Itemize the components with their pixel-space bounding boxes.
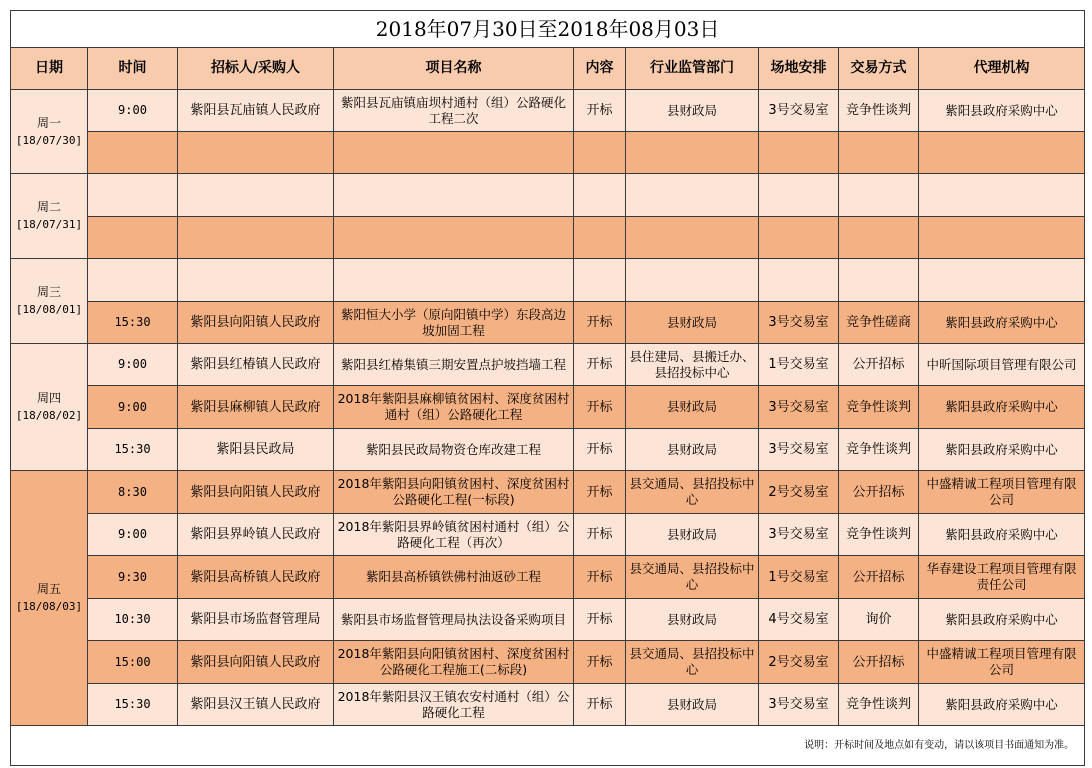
regulator-cell: 县交通局、县招投标中心 (626, 641, 759, 684)
date-label: [18/08/02] (15, 409, 83, 422)
agency-cell: 紫阳县政府采购中心 (919, 684, 1085, 726)
time-cell: 9:00 (88, 90, 178, 132)
purchaser-cell: 紫阳县市场监督管理局 (178, 599, 334, 641)
day-label: 周三 (36, 285, 61, 299)
purchaser-cell: 紫阳县向阳镇人民政府 (178, 471, 334, 514)
purchaser-cell: 紫阳县红椿镇人民政府 (178, 344, 334, 386)
time-cell: 15:30 (88, 684, 178, 726)
agency-cell (919, 132, 1085, 174)
time-cell: 9:00 (88, 344, 178, 386)
content-cell: 开标 (574, 556, 626, 599)
agency-cell: 紫阳县政府采购中心 (919, 386, 1085, 429)
header-time: 时间 (88, 48, 178, 90)
project-cell: 2018年紫阳县向阳镇贫困村、深度贫困村公路硬化工程(一标段) (334, 471, 574, 514)
purchaser-cell (178, 259, 334, 302)
purchaser-cell: 紫阳县麻柳镇人民政府 (178, 386, 334, 429)
date-cell-thursday (11, 344, 88, 471)
purchaser-cell: 紫阳县汉王镇人民政府 (178, 684, 334, 726)
header-method: 交易方式 (839, 48, 919, 90)
agency-cell: 中盛精诚工程项目管理有限公司 (919, 641, 1085, 684)
method-cell: 竞争性谈判 (839, 684, 919, 726)
project-cell: 2018年紫阳县向阳镇贫困村、深度贫困村公路硬化工程施工(二标段) (334, 641, 574, 684)
content-cell (574, 174, 626, 217)
content-cell: 开标 (574, 302, 626, 344)
schedule-sheet (10, 10, 1084, 758)
venue-cell: 3号交易室 (759, 386, 839, 429)
venue-cell: 2号交易室 (759, 641, 839, 684)
regulator-cell: 县财政局 (626, 90, 759, 132)
content-cell: 开标 (574, 514, 626, 556)
table-row (11, 556, 1085, 599)
time-cell: 8:30 (88, 471, 178, 514)
method-cell: 竞争性谈判 (839, 386, 919, 429)
purchaser-cell: 紫阳县高桥镇人民政府 (178, 556, 334, 599)
regulator-cell: 县财政局 (626, 386, 759, 429)
table-row (11, 302, 1085, 344)
agency-cell: 紫阳县政府采购中心 (919, 429, 1085, 471)
date-label: [18/07/30] (15, 133, 83, 147)
table-row (11, 471, 1085, 514)
day-label: 周一 (36, 115, 61, 130)
venue-cell: 3号交易室 (759, 429, 839, 471)
project-cell: 紫阳县高桥镇铁佛村油返砂工程 (334, 556, 574, 599)
header-row (11, 48, 1085, 90)
purchaser-cell: 紫阳县瓦庙镇人民政府 (178, 90, 334, 132)
method-cell: 询价 (839, 599, 919, 641)
schedule-table (10, 10, 1085, 766)
project-cell (334, 259, 574, 302)
project-cell: 紫阳恒大小学（原向阳镇中学）东段高边坡加固工程 (334, 302, 574, 344)
table-row (11, 217, 1085, 259)
footnote: 说明：开标时间及地点如有变动，请以该项目书面通知为准。 (11, 726, 1085, 766)
header-project: 项目名称 (334, 48, 574, 90)
table-row (11, 514, 1085, 556)
table-row (11, 132, 1085, 174)
time-cell: 9:30 (88, 556, 178, 599)
header-content: 内容 (574, 48, 626, 90)
venue-cell: 4号交易室 (759, 599, 839, 641)
method-cell (839, 174, 919, 217)
method-cell: 竞争性谈判 (839, 514, 919, 556)
table-row (11, 599, 1085, 641)
content-cell (574, 132, 626, 174)
regulator-cell: 县交通局、县招投标中心 (626, 471, 759, 514)
table-row (11, 174, 1085, 217)
method-cell: 公开招标 (839, 641, 919, 684)
time-cell: 10:30 (88, 599, 178, 641)
content-cell: 开标 (574, 471, 626, 514)
method-cell: 竞争性谈判 (839, 429, 919, 471)
time-cell (88, 259, 178, 302)
header-purchaser: 招标人/采购人 (178, 48, 334, 90)
date-cell-wednesday (11, 259, 88, 344)
regulator-cell (626, 259, 759, 302)
regulator-cell: 县财政局 (626, 429, 759, 471)
agency-cell (919, 217, 1085, 259)
project-cell: 紫阳县民政局物资仓库改建工程 (334, 429, 574, 471)
project-cell (334, 132, 574, 174)
venue-cell: 3号交易室 (759, 302, 839, 344)
time-cell: 15:00 (88, 641, 178, 684)
regulator-cell (626, 132, 759, 174)
table-row (11, 684, 1085, 726)
agency-cell (919, 174, 1085, 217)
venue-cell: 1号交易室 (759, 344, 839, 386)
content-cell: 开标 (574, 429, 626, 471)
date-cell-monday (11, 90, 88, 174)
content-cell (574, 217, 626, 259)
purchaser-cell: 紫阳县向阳镇人民政府 (178, 302, 334, 344)
table-row (11, 386, 1085, 429)
purchaser-cell (178, 174, 334, 217)
content-cell: 开标 (574, 684, 626, 726)
project-cell (334, 174, 574, 217)
method-cell (839, 132, 919, 174)
content-cell: 开标 (574, 344, 626, 386)
day-label: 周四 (36, 391, 61, 405)
venue-cell: 1号交易室 (759, 556, 839, 599)
agency-cell: 中昕国际项目管理有限公司 (919, 344, 1085, 386)
content-cell: 开标 (574, 386, 626, 429)
method-cell: 竞争性磋商 (839, 302, 919, 344)
table-row (11, 90, 1085, 132)
agency-cell: 紫阳县政府采购中心 (919, 90, 1085, 132)
agency-cell (919, 259, 1085, 302)
method-cell: 公开招标 (839, 471, 919, 514)
content-cell (574, 259, 626, 302)
content-cell: 开标 (574, 641, 626, 684)
time-cell (88, 174, 178, 217)
date-label: [18/07/31] (15, 218, 83, 231)
method-cell: 公开招标 (839, 556, 919, 599)
method-cell: 公开招标 (839, 344, 919, 386)
venue-cell (759, 217, 839, 259)
agency-cell: 华春建设工程项目管理有限责任公司 (919, 556, 1085, 599)
page-title: 2018年07月30日至2018年08月03日 (11, 11, 1085, 48)
regulator-cell: 县住建局、县搬迁办、县招投标中心 (626, 344, 759, 386)
table-row (11, 344, 1085, 386)
regulator-cell (626, 217, 759, 259)
purchaser-cell: 紫阳县界岭镇人民政府 (178, 514, 334, 556)
project-cell: 紫阳县瓦庙镇庙坝村通村（组）公路硬化工程二次 (334, 90, 574, 132)
header-regulator: 行业监管部门 (626, 48, 759, 90)
day-label: 周二 (36, 200, 61, 214)
table-row (11, 641, 1085, 684)
venue-cell: 2号交易室 (759, 471, 839, 514)
purchaser-cell (178, 217, 334, 259)
table-row (11, 429, 1085, 471)
regulator-cell: 县财政局 (626, 684, 759, 726)
project-cell (334, 217, 574, 259)
time-cell (88, 132, 178, 174)
venue-cell: 3号交易室 (759, 684, 839, 726)
project-cell: 紫阳县红椿集镇三期安置点护坡挡墙工程 (334, 344, 574, 386)
agency-cell: 紫阳县政府采购中心 (919, 302, 1085, 344)
purchaser-cell: 紫阳县向阳镇人民政府 (178, 641, 334, 684)
date-label: [18/08/01] (15, 303, 83, 316)
header-venue: 场地安排 (759, 48, 839, 90)
time-cell: 9:00 (88, 386, 178, 429)
agency-cell: 紫阳县政府采购中心 (919, 599, 1085, 641)
project-cell: 2018年紫阳县汉王镇农安村通村（组）公路硬化工程 (334, 684, 574, 726)
date-cell-tuesday (11, 174, 88, 259)
footer-row (11, 726, 1085, 766)
regulator-cell: 县财政局 (626, 514, 759, 556)
agency-cell: 紫阳县政府采购中心 (919, 514, 1085, 556)
venue-cell (759, 132, 839, 174)
project-cell: 2018年紫阳县界岭镇贫困村通村（组）公路硬化工程（再次） (334, 514, 574, 556)
agency-cell: 中盛精诚工程项目管理有限公司 (919, 471, 1085, 514)
regulator-cell: 县财政局 (626, 302, 759, 344)
method-cell (839, 217, 919, 259)
purchaser-cell: 紫阳县民政局 (178, 429, 334, 471)
time-cell: 15:30 (88, 302, 178, 344)
table-row (11, 259, 1085, 302)
time-cell (88, 217, 178, 259)
venue-cell: 3号交易室 (759, 90, 839, 132)
project-cell: 2018年紫阳县麻柳镇贫困村、深度贫困村通村（组）公路硬化工程 (334, 386, 574, 429)
date-label: [18/08/03] (15, 600, 83, 613)
regulator-cell (626, 174, 759, 217)
header-agency: 代理机构 (919, 48, 1085, 90)
method-cell: 竞争性谈判 (839, 90, 919, 132)
purchaser-cell (178, 132, 334, 174)
regulator-cell: 县交通局、县招投标中心 (626, 556, 759, 599)
time-cell: 15:30 (88, 429, 178, 471)
venue-cell: 3号交易室 (759, 514, 839, 556)
method-cell (839, 259, 919, 302)
date-cell-friday (11, 471, 88, 726)
content-cell: 开标 (574, 599, 626, 641)
day-label: 周五 (36, 582, 61, 596)
project-cell: 紫阳县市场监督管理局执法设备采购项目 (334, 599, 574, 641)
header-date: 日期 (11, 48, 88, 90)
venue-cell (759, 259, 839, 302)
regulator-cell: 县财政局 (626, 599, 759, 641)
content-cell: 开标 (574, 90, 626, 132)
time-cell: 9:00 (88, 514, 178, 556)
venue-cell (759, 174, 839, 217)
